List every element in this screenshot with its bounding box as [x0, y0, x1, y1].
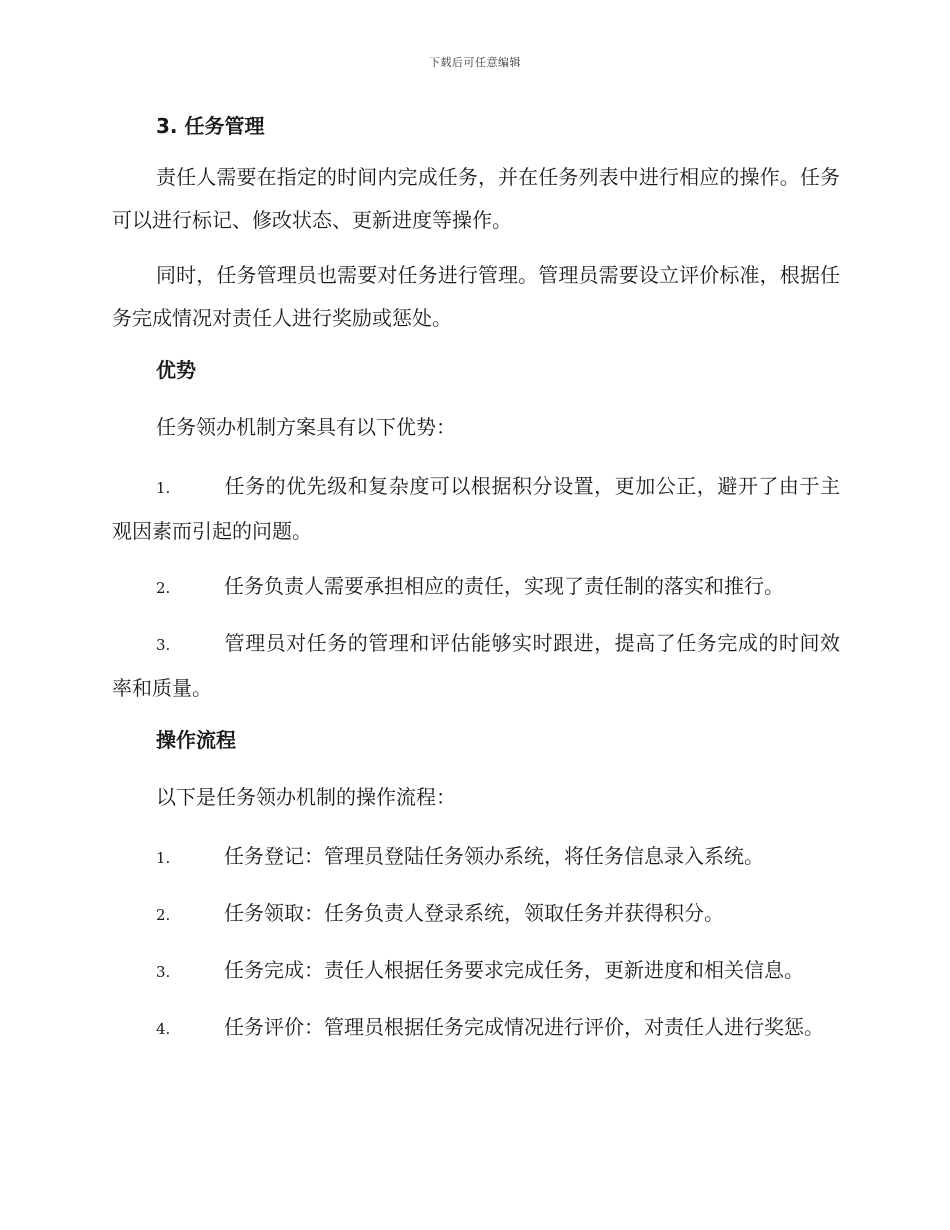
- page-header: 下载后可任意编辑: [429, 56, 521, 69]
- list-item-text: 任务领取：任务负责人登录系统，领取任务并获得积分。: [224, 901, 724, 925]
- list-item: [112, 622, 840, 710]
- list-item: [112, 892, 840, 937]
- list-item-text: 任务登记：管理员登陆任务领办系统，将任务信息录入系统。: [224, 844, 764, 868]
- list-item-number: 1.: [156, 479, 171, 497]
- list-item-number: 4.: [156, 1020, 171, 1038]
- list-item-number: 3.: [156, 636, 171, 654]
- section-heading-task-management: 3. 任务管理: [156, 114, 265, 138]
- list-item-text: 管理员对任务的管理和评估能够实时跟进，提高了任务完成的时间效率和质量。: [112, 631, 840, 700]
- list-item-number: 3.: [156, 963, 171, 981]
- list-item-text: 任务评价：管理员根据任务完成情况进行评价，对责任人进行奖惩。: [224, 1015, 824, 1039]
- list-item: [112, 835, 840, 880]
- list-item-text: 任务负责人需要承担相应的责任，实现了责任制的落实和推行。: [224, 574, 784, 598]
- section-heading-advantages: 优势: [156, 358, 196, 382]
- list-item-text: 任务完成：责任人根据任务要求完成任务，更新进度和相关信息。: [224, 958, 804, 982]
- list-item: [112, 1006, 840, 1051]
- section-heading-process: 操作流程: [156, 728, 236, 752]
- list-item-number: 2.: [156, 906, 171, 924]
- document-body: [112, 108, 840, 1063]
- list-item-number: 2.: [156, 579, 171, 597]
- paragraph: 责任人需要在指定的时间内完成任务，并在任务列表中进行相应的操作。任务可以进行标记、修改状态、更新进度等操作。: [112, 165, 840, 232]
- paragraph: 同时，任务管理员也需要对任务进行管理。管理员需要设立评价标准，根据任务完成情况对责任人进行奖励或惩处。: [112, 263, 840, 330]
- list-item: [112, 565, 840, 610]
- list-item-text: 任务的优先级和复杂度可以根据积分设置，更加公正，避开了由于主观因素而引起的问题。: [112, 474, 840, 543]
- list-item: [112, 465, 840, 553]
- paragraph-intro: 以下是任务领办机制的操作流程：: [156, 785, 456, 809]
- list-item-number: 1.: [156, 849, 171, 867]
- list-item: [112, 949, 840, 994]
- paragraph-intro: 任务领办机制方案具有以下优势：: [156, 415, 456, 439]
